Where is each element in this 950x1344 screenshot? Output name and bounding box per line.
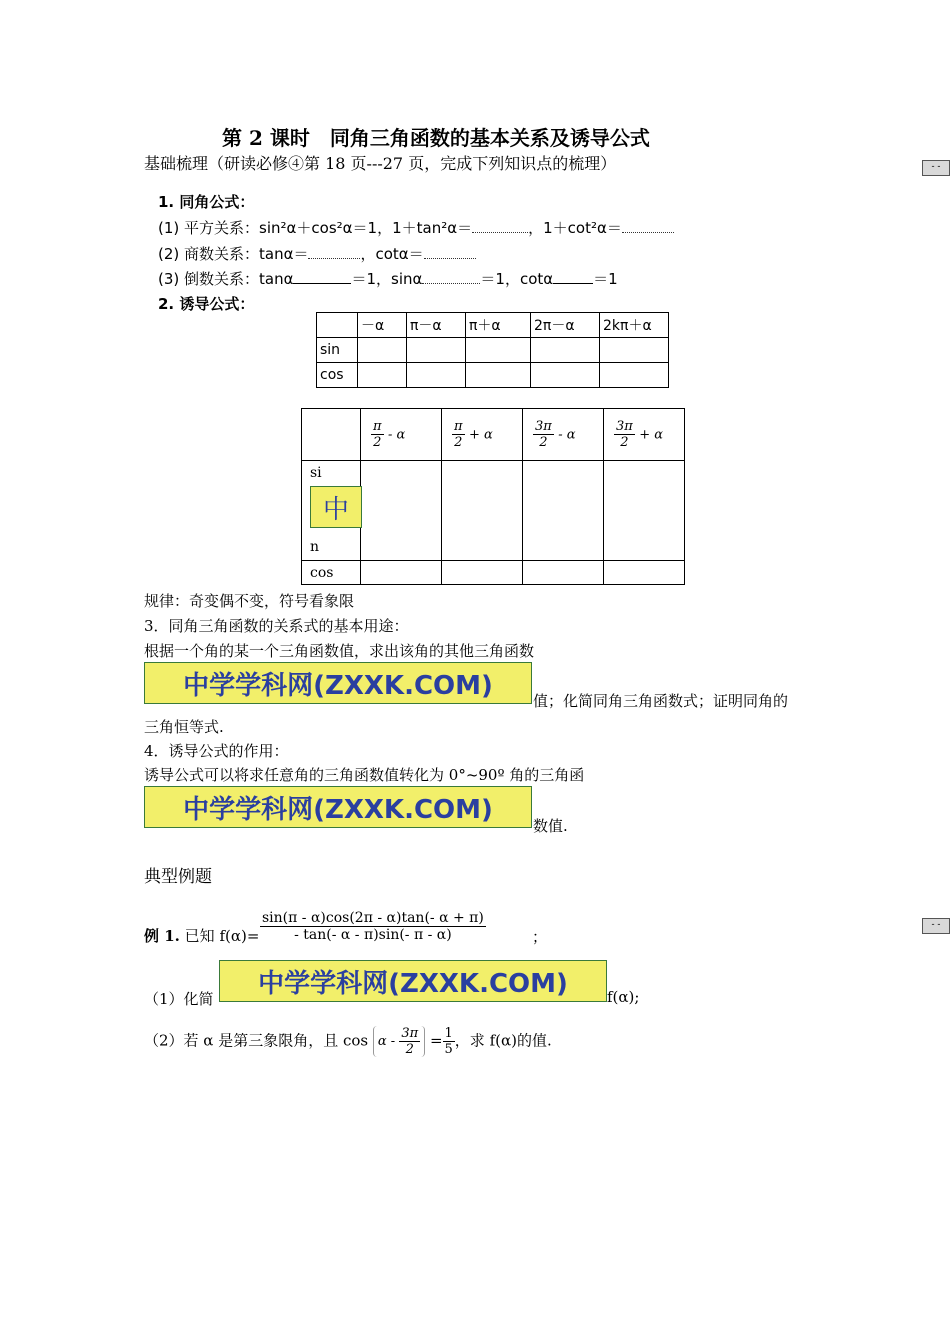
section-1-heading: 1. 同角公式： <box>158 193 255 211</box>
side-marker: - - <box>922 918 950 934</box>
example-1: 例 1. 已知 f(α)= <box>144 927 260 945</box>
induction-table-2: $\frac{\pi}{2}$ - α $\frac{\pi}{2}$ + α $\frac{3\pi}{2}$ - α $\frac{3\pi}{2}$ + α si n cos <box>301 408 685 585</box>
section-4-para: 诱导公式可以将求任意角的三角函数值转化为 0°~90º 角的三角函 <box>144 766 585 784</box>
examples-heading: 典型例题 <box>144 867 212 887</box>
watermark-logo: 中 <box>310 486 362 528</box>
section-3-para: 根据一个角的某一个三角函数值，求出该角的其他三角函数 <box>144 642 535 660</box>
section-4-heading: 4．诱导公式的作用： <box>144 742 289 760</box>
blank <box>553 269 593 284</box>
blank <box>422 269 480 284</box>
induction-table-1: －α π－α π＋α 2π－α 2kπ＋α sin cos <box>316 312 669 388</box>
page-title: 第 2 课时 同角三角函数的基本关系及诱导公式 <box>222 126 650 150</box>
example-1-fraction: sin(π - α)cos(2π - α)tan(- α + π) - tan(- α - π)sin(- π - α) <box>262 910 484 943</box>
watermark-logo: 中学学科网(ZXXK.COM) <box>219 960 607 1002</box>
blank <box>622 218 674 233</box>
watermark-logo: 中学学科网(ZXXK.COM) <box>144 786 532 828</box>
section-2-heading: 2. 诱导公式： <box>158 295 255 313</box>
side-marker: - - <box>922 160 950 176</box>
blank <box>308 244 360 259</box>
blank <box>424 244 476 259</box>
blank <box>293 269 351 284</box>
section-3-heading: 3．同角三角函数的关系式的基本用途： <box>144 617 409 635</box>
subtitle: 基础梳理（研读必修④第 18 页---27 页，完成下列知识点的梳理） <box>144 154 617 173</box>
watermark-logo: 中学学科网(ZXXK.COM) <box>144 662 532 704</box>
quotient-relation-line: (2) 商数关系：tanα＝ ，cotα＝ <box>158 243 476 264</box>
example-1-q2: （2）若 α 是第三象限角，且 cos α - $\frac{3\pi}{2}$ = $\frac{1}{5}$ ，求 f(α)的值. <box>144 1026 552 1057</box>
square-relation-line: (1) 平方关系：sin²α＋cos²α＝1，1＋tan²α＝ ，1＋cot²α＝ <box>158 217 674 238</box>
rule-text: 规律：奇变偶不变，符号看象限 <box>144 592 355 610</box>
reciprocal-relation-line: (3) 倒数关系：tanα ＝1，sinα ＝1，cotα ＝1 <box>158 270 618 288</box>
blank <box>472 218 528 233</box>
